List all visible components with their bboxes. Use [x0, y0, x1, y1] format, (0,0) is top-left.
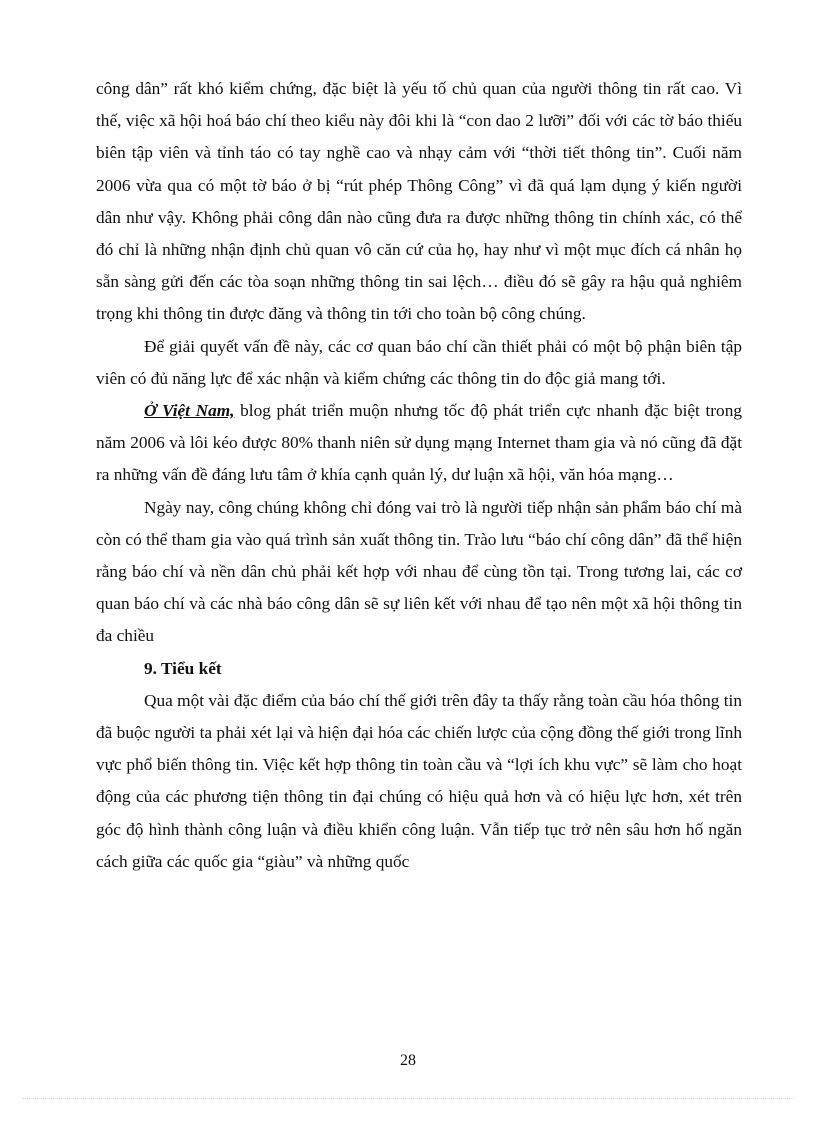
paragraph-1: công dân” rất khó kiểm chứng, đặc biệt là yếu tố chủ quan của người thông tin rất cao. Vì thế, việc xã hội hoá báo chí theo kiểu này đôi khi là “con dao 2 lưỡi” đối với các tờ báo thiếu biên tập viên và tỉnh táo có tay nghề cao và nhạy cảm với “thời tiết thông tin”. Cuối năm 2006 vừa qua có một tờ báo ở bị “rút phép Thông Công” vì đã quá lạm dụng ý kiến người dân như vậy. Không phải công dân nào cũng đưa ra được những thông tin chính xác, có thể đó chỉ là những nhận định chủ quan vô căn cứ của họ, hay như vì một mục đích cá nhân họ sẵn sàng gửi đến các tòa soạn những thông tin sai lệch… điều đó sẽ gây ra hậu quả nghiêm trọng khi thông tin được đăng và thông tin tới cho toàn bộ công chúng.	[96, 79, 742, 324]
paragraph-5: Qua một vài đặc điểm của báo chí thế giới trên đây ta thấy rằng toàn cầu hóa thông tin đã buộc người ta phải xét lại và hiện đại hóa các chiến lược của cộng đồng thế giới trong lĩnh vực phổ biến thông tin. Việc kết hợp thông tin toàn cầu và “lợi ích khu vực” sẽ làm cho hoạt động của các phương tiện thông tin đại chúng có hiệu quả hơn và có hiệu lực hơn, xét trên góc độ hình thành công luận và điều khiển công luận. Vẫn tiếp tục trở nên sâu hơn hố ngăn cách giữa các quốc gia “giàu” và những quốc	[96, 690, 742, 871]
body-text	[96, 73, 742, 878]
paragraph-3-text: blog phát triển muộn nhưng tốc độ phát triển cực nhanh đặc biệt trong năm 2006 và lôi kéo được 80% thanh niên sử dụng mạng Internet tham gia và nó cũng đã đặt ra những vấn đề đáng lưu tâm ở khía cạnh quản lý, dư luận xã hội, văn hóa mạng…	[96, 401, 742, 485]
page-bottom-border	[22, 1098, 794, 1099]
location-label: Ở Việt Nam,	[144, 401, 235, 421]
page-number: 28	[400, 1052, 416, 1069]
paragraph-2: Để giải quyết vấn đề này, các cơ quan báo chí cần thiết phải có một bộ phận biên tập viên có đủ năng lực để xác nhận và kiểm chứng các thông tin do độc giả mang tới.	[96, 336, 742, 388]
section-heading: 9. Tiểu kết	[144, 658, 222, 678]
paragraph-4: Ngày nay, công chúng không chỉ đóng vai trò là người tiếp nhận sản phẩm báo chí mà còn có thể tham gia vào quá trình sản xuất thông tin. Trào lưu “báo chí công dân” đã thể hiện rằng báo chí và nền dân chủ phải kết hợp với nhau để cùng tồn tại. Trong tương lai, các cơ quan báo chí và các nhà báo công dân sẽ sự liên kết với nhau để tạo nên một xã hội thông tin đa chiều	[96, 497, 742, 646]
paragraph-3	[96, 395, 742, 492]
